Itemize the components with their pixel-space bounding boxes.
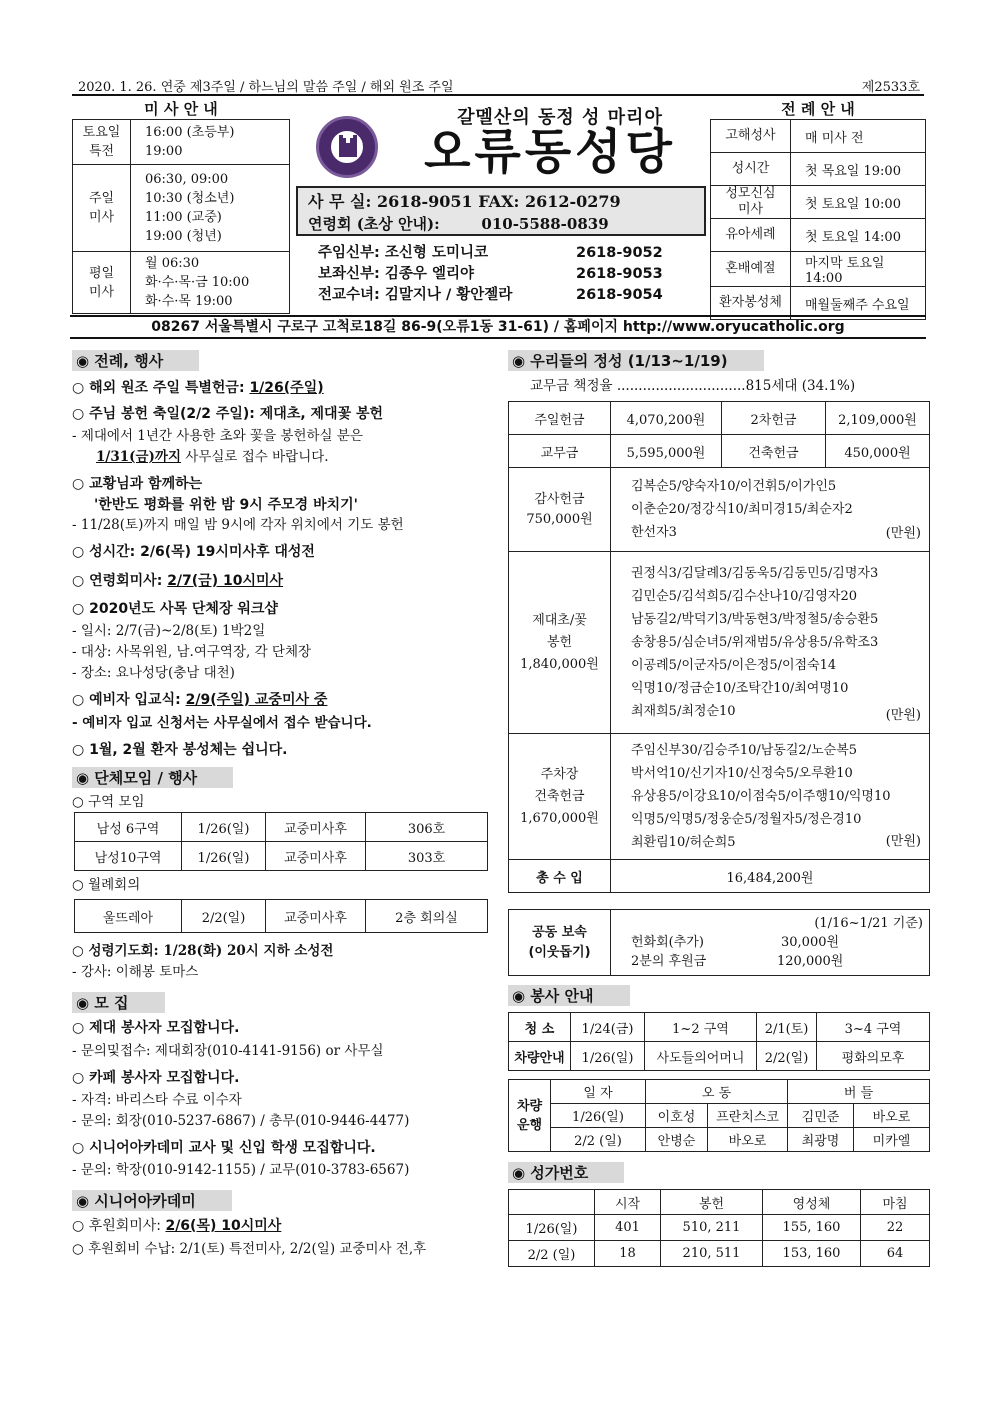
clergy-row <box>318 285 708 306</box>
notice-item: ○ 예비자 입교식: 2/9(주일) 교중미사 중 <box>72 692 328 708</box>
charity-label: 공동 보속 (이웃돕기) <box>509 910 611 976</box>
cell: 510, 211 <box>661 1215 763 1241</box>
notice-item: ○ 주님 봉헌 축일(2/2 주일): 제대초, 제대꽃 봉헌 <box>72 406 384 422</box>
mass-label-sat: 토요일 특전 <box>73 120 131 165</box>
mass-times-sun: 06:30, 09:00 10:30 (청소년) 11:00 (교중) 19:00 (청년) <box>131 165 290 252</box>
cell: 남성 6구역 <box>75 813 182 842</box>
cell: 303호 <box>366 842 488 871</box>
section-title-recruit: ◉ 모 집 <box>72 992 165 1013</box>
cell: 바오로 <box>708 1128 788 1152</box>
section-title-groups: ◉ 단체모임 / 행사 <box>72 767 233 788</box>
mass-title: 미 사 안 내 <box>144 100 218 118</box>
notice-detail: - 문의: 학장(010-9142-1155) / 교무(010-3783-6567) <box>72 1162 410 1178</box>
section-title-senior: ◉ 시니어아카데미 <box>72 1190 232 1211</box>
cell: 차량 운행 <box>509 1080 551 1152</box>
cell: 최광명 <box>788 1128 854 1152</box>
cell: 영성체 <box>763 1190 861 1215</box>
cell: 사도들의어머니 <box>645 1042 757 1071</box>
total-value: 16,484,200원 <box>611 860 930 893</box>
section-title-offering: ◉ 우리들의 정성 (1/13~1/19) <box>508 350 764 371</box>
cell: 마침 <box>861 1190 930 1215</box>
hymn-table <box>508 1189 930 1267</box>
rite-label: 성모신심 미사 <box>711 186 791 219</box>
zone-table <box>74 812 488 871</box>
cell: 교중미사후 <box>266 900 366 933</box>
notice-item: ○ 제대 봉사자 모집합니다. <box>72 1020 240 1036</box>
parish-name: 오류동성당 <box>424 124 676 180</box>
cell: 1/24(금) <box>571 1013 645 1042</box>
cell: 2/2 (일) <box>509 1241 595 1267</box>
cell: 교중미사후 <box>266 813 366 842</box>
cell: 바오로 <box>854 1104 930 1128</box>
rites-schedule <box>710 99 926 320</box>
cell <box>509 1190 595 1215</box>
section-title-service: ◉ 봉사 안내 <box>508 985 630 1006</box>
thanks-names: 김복순5/양숙자10/이건휘5/이가인5 이춘순20/정강식10/최미경15/최순자2 한선자3 (만원) <box>611 468 930 552</box>
cell: 401 <box>595 1215 661 1241</box>
cell: 1/26(일) <box>182 813 266 842</box>
notice-detail: - 문의: 회장(010-5237-6867) / 총무(010-9446-4477) <box>72 1113 410 1129</box>
monthly-meeting-label: ○ 월례회의 <box>72 877 141 893</box>
rite-time: 첫 토요일 14:00 <box>791 219 926 252</box>
notice-item: ○ 후원회미사: 2/6(목) 10시미사 <box>72 1218 282 1234</box>
section-title-hymns: ◉ 성가번호 <box>508 1162 624 1183</box>
cell: 이호성 <box>646 1104 708 1128</box>
altar-label: 제대초/꽃 봉헌 1,840,000원 <box>509 552 611 734</box>
issue-number: 제2533호 <box>861 80 920 95</box>
cell: 4,070,200원 <box>611 402 722 435</box>
mass-times-weekday: 월 06:30 화·수·목·금 10:00 화·수·목 19:00 <box>131 252 290 314</box>
clergy-role: 전교수녀: 김말지나 / 황안젤라 <box>318 287 513 303</box>
notice-item: ○ 카페 봉사자 모집합니다. <box>72 1070 240 1086</box>
cell: 일 자 <box>551 1080 646 1104</box>
cell: 건축헌금 <box>722 435 826 468</box>
notice-item: ○ 1월, 2월 환자 봉성체는 쉽니다. <box>72 742 288 758</box>
notice-detail: - 문의및접수: 제대회장(010-4141-9156) or 사무실 <box>72 1043 384 1059</box>
cell: 남성10구역 <box>75 842 182 871</box>
mass-label-weekday: 평일 미사 <box>73 252 131 314</box>
cell: 미카엘 <box>854 1128 930 1152</box>
mass-table <box>72 119 290 314</box>
cell: 시작 <box>595 1190 661 1215</box>
altar-names: 권정식3/김달례3/김동욱5/김동민5/김명자3 김민순5/김석희5/김수산나10/김영자20 남동길2/박덕기3/박동현3/박정철5/송승환5 송창용5/심순녀5/위재범5/유상용5/유학조3 이공례5/이군자5/이은정5/이점숙14 익명10/정금순10/조탁간10/최여명10 최재희5/최정순10 (만원) <box>611 552 930 734</box>
address-bar: 08267 서울특별시 구로구 고척로18길 86-9(오류1동 31-61) / 홈페이지 http://www.oryucatholic.org <box>70 315 926 339</box>
cell: 버 들 <box>788 1080 930 1104</box>
clergy-role: 주임신부: 조신형 도미니코 <box>318 245 488 261</box>
rites-table <box>710 119 926 320</box>
clergy-list <box>318 243 708 306</box>
notice-item: ○ 후원회비 수납: 2/1(토) 특전미사, 2/2(일) 교중미사 전,후 <box>72 1241 427 1257</box>
notice-item: ○ 성시간: 2/6(목) 19시미사후 대성전 <box>72 544 315 560</box>
cell: 울뜨레아 <box>75 900 182 933</box>
notice-item: ○ 교황님과 함께하는 <box>72 476 203 492</box>
cell: 2/2(일) <box>757 1042 817 1071</box>
cell: 5,595,000원 <box>611 435 722 468</box>
cell: 김민준 <box>788 1104 854 1128</box>
cell: 2차헌금 <box>722 402 826 435</box>
rite-time: 매월둘째주 수요일 <box>791 287 926 320</box>
cell: 청 소 <box>509 1013 571 1042</box>
rite-time: 첫 토요일 10:00 <box>791 186 926 219</box>
cell: 주일헌금 <box>509 402 611 435</box>
left-column <box>72 350 492 1260</box>
date-line: 2020. 1. 26. 연중 제3주일 / 하느님의 말씀 주일 / 해외 원조 주일 <box>78 80 454 95</box>
rites-title: 전 례 안 내 <box>781 100 855 118</box>
cell: 2층 회의실 <box>366 900 488 933</box>
office-phone: 사 무 실: 2618-9051 FAX: 2612-0279 <box>308 192 621 211</box>
cell: 2/2(일) <box>182 900 266 933</box>
cell: 153, 160 <box>763 1241 861 1267</box>
rite-time: 마지막 토요일 14:00 <box>791 252 926 287</box>
cell: 1/26(일) <box>551 1104 646 1128</box>
service-table <box>508 1012 930 1071</box>
rite-label: 고해성사 <box>711 120 791 153</box>
cell: 1/26(일) <box>571 1042 645 1071</box>
offering-table <box>508 401 930 893</box>
clergy-tel: 2618-9054 <box>576 287 663 303</box>
notice-detail: 1/31(금)까지 사무실로 접수 바랍니다. <box>96 449 329 465</box>
notice-item: '한반도 평화를 위한 밤 9시 주모경 바치기' <box>94 497 358 513</box>
clergy-row <box>318 264 708 285</box>
notice-detail: - 강사: 이해봉 토마스 <box>72 964 199 980</box>
cell: 18 <box>595 1241 661 1267</box>
cell: 306호 <box>366 813 488 842</box>
notice-item: - 예비자 입교 신청서는 사무실에서 접수 받습니다. <box>72 715 372 731</box>
notice-item: ○ 성령기도회: 1/28(화) 20시 지하 소성전 <box>72 943 334 959</box>
rite-label: 환자봉성체 <box>711 287 791 320</box>
cell: 안병순 <box>646 1128 708 1152</box>
charity-table <box>508 909 930 976</box>
cell: 평화의모후 <box>817 1042 930 1071</box>
notice-item: ○ 시니어아카데미 교사 및 신입 학생 모집합니다. <box>72 1140 376 1156</box>
mass-times-sat: 16:00 (초등부) 19:00 <box>131 120 290 165</box>
rite-time: 첫 목요일 19:00 <box>791 153 926 186</box>
thanks-label: 감사헌금 750,000원 <box>509 468 611 552</box>
cell: 155, 160 <box>763 1215 861 1241</box>
notice-detail: - 자격: 바리스타 수료 이수자 <box>72 1092 242 1108</box>
zone-meeting-label: ○ 구역 모임 <box>72 794 145 810</box>
parish-seal-icon <box>316 116 378 178</box>
tithe-rate: 교무금 책정율 ..............................815세대 (34.1%) <box>530 378 856 394</box>
parking-names: 주임신부30/김승주10/남동길2/노순복5 박서억10/신기자10/신정숙5/오루환10 유상용5/이강요10/이점숙5/이주행10/익명10 익명5/익명5/정웅순5/정월자5/정은경10 최환림10/허순희5 (만원) <box>611 734 930 860</box>
parish-subtitle: 갈멜산의 동정 성 마리아 <box>457 107 663 128</box>
clergy-tel: 2618-9053 <box>576 266 663 282</box>
cell: 봉헌 <box>661 1190 763 1215</box>
cell: 차량안내 <box>509 1042 571 1071</box>
cell: 교중미사후 <box>266 842 366 871</box>
monthly-table <box>74 899 488 933</box>
notice-detail: - 대상: 사목위원, 남.여구역장, 각 단체장 <box>72 644 312 660</box>
driving-table <box>508 1079 930 1152</box>
cell: 3~4 구역 <box>817 1013 930 1042</box>
notice-detail: - 제대에서 1년간 사용한 초와 꽃을 봉헌하실 분은 <box>72 428 363 444</box>
clergy-row <box>318 243 708 264</box>
rite-time: 매 미사 전 <box>791 120 926 153</box>
cell: 2/1(토) <box>757 1013 817 1042</box>
cell: 2/2 (일) <box>551 1128 646 1152</box>
rite-label: 혼배예절 <box>711 252 791 287</box>
clergy-role: 보좌신부: 김종우 엘리야 <box>318 266 474 282</box>
funeral-phone: 연령회 (초상 안내): 010-5588-0839 <box>308 215 609 233</box>
rite-label: 유아세례 <box>711 219 791 252</box>
mass-label-sun: 주일 미사 <box>73 165 131 252</box>
notice-item: ○ 연령회미사: 2/7(금) 10시미사 <box>72 573 284 589</box>
rite-label: 성시간 <box>711 153 791 186</box>
notice-detail: - 장소: 요나성당(충남 대천) <box>72 665 235 681</box>
notice-item: ○ 해외 원조 주일 특별헌금: 1/26(주일) <box>72 380 324 396</box>
cell: 450,000원 <box>826 435 930 468</box>
mass-schedule <box>72 99 290 314</box>
cell: 22 <box>861 1215 930 1241</box>
notice-item: ○ 2020년도 사목 단체장 워크샵 <box>72 601 278 617</box>
total-label: 총 수 입 <box>509 860 611 893</box>
cell: 오 동 <box>646 1080 788 1104</box>
parking-label: 주차장 건축헌금 1,670,000원 <box>509 734 611 860</box>
notice-detail: - 11/28(토)까지 매일 밤 9시에 각자 위치에서 기도 봉헌 <box>72 517 404 533</box>
cell: 64 <box>861 1241 930 1267</box>
office-box <box>296 186 706 236</box>
right-column <box>508 350 932 1267</box>
header-bar <box>72 74 924 96</box>
clergy-tel: 2618-9052 <box>576 245 663 261</box>
charity-detail: (1/16~1/21 기준) 헌화회(추가) 30,000원 2분의 후원금 120,000원 <box>611 910 930 976</box>
cell: 2,109,000원 <box>826 402 930 435</box>
cell: 교무금 <box>509 435 611 468</box>
section-title-liturgy: ◉ 전례, 행사 <box>72 350 199 371</box>
cell: 1/26(일) <box>182 842 266 871</box>
notice-detail: - 일시: 2/7(금)~2/8(토) 1박2일 <box>72 623 266 639</box>
cell: 프란치스코 <box>708 1104 788 1128</box>
cell: 1/26(일) <box>509 1215 595 1241</box>
cell: 1~2 구역 <box>645 1013 757 1042</box>
cell: 210, 511 <box>661 1241 763 1267</box>
